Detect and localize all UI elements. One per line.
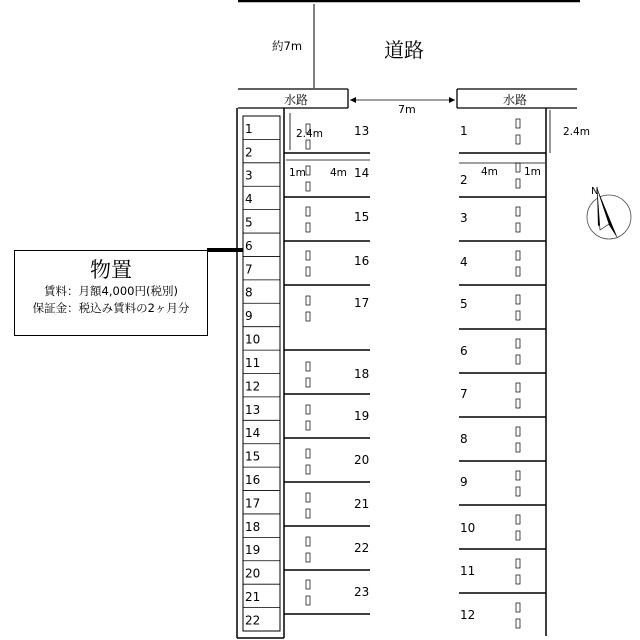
- right-parking-space-label: 10: [460, 521, 476, 535]
- wheel-stop-mark: [516, 575, 520, 584]
- wheel-stop-mark: [516, 295, 520, 304]
- storage-unit-label: 7: [245, 262, 253, 277]
- storage-deposit: 保証金：税込み賃料の2ヶ月分: [32, 301, 190, 315]
- storage-unit-label: 12: [245, 379, 261, 394]
- left-parking-space-label: 17: [354, 296, 370, 310]
- wheel-stop-mark: [516, 207, 520, 216]
- wheel-stop-mark: [516, 559, 520, 568]
- wheel-stop-mark: [516, 163, 520, 172]
- storage-unit-label: 18: [245, 519, 261, 534]
- wheel-stop-mark: [306, 553, 310, 562]
- dim-left-depth-label: 2.4m: [296, 128, 323, 140]
- storage-unit-label: 21: [245, 590, 261, 605]
- road-distance-label: 約7m: [272, 39, 303, 53]
- wheel-stop-mark: [516, 515, 520, 524]
- storage-unit-label: 4: [245, 192, 253, 207]
- wheel-stop-mark: [516, 339, 520, 348]
- right-parking-space-label: 5: [460, 297, 468, 311]
- right-parking-space-label: 4: [460, 255, 468, 269]
- dim-right-gap-label: 1m: [524, 166, 541, 178]
- north-label: N: [591, 186, 599, 197]
- storage-title: 物置: [90, 258, 132, 282]
- storage-unit-label: 14: [245, 426, 261, 441]
- waterway-right-label: 水路: [503, 93, 528, 107]
- dim-right-width-label: 4m: [481, 166, 498, 178]
- storage-unit-label: 20: [245, 566, 261, 581]
- right-parking-space-label: 9: [460, 475, 468, 489]
- wheel-stop-mark: [516, 603, 520, 612]
- storage-unit-label: 15: [245, 449, 261, 464]
- left-parking-space-label: 13: [354, 124, 370, 138]
- wheel-stop-mark: [306, 537, 310, 546]
- dim-left-gap-label: 1m: [289, 167, 306, 179]
- wheel-stop-mark: [306, 596, 310, 605]
- wheel-stop-mark: [516, 223, 520, 232]
- storage-unit-label: 8: [245, 285, 253, 300]
- left-parking-space-label: 20: [354, 453, 370, 467]
- wheel-stop-mark: [306, 509, 310, 518]
- storage-unit-label: 1: [245, 121, 253, 136]
- wheel-stop-mark: [306, 140, 310, 149]
- north-arrow-icon: [587, 186, 631, 239]
- left-parking-space-label: 14: [354, 166, 370, 180]
- right-parking-space-label: 3: [460, 211, 468, 225]
- aisle-arrow-right: [449, 97, 455, 103]
- storage-unit-label: 13: [245, 402, 261, 417]
- wheel-stop-mark: [516, 179, 520, 188]
- right-parking-space-label: 12: [460, 608, 476, 622]
- left-parking-space-label: 22: [354, 541, 370, 555]
- storage-unit-label: 16: [245, 472, 261, 487]
- aisle-width-label: 7m: [398, 103, 416, 116]
- wheel-stop-mark: [306, 296, 310, 305]
- wheel-stop-mark: [306, 465, 310, 474]
- storage-unit-label: 17: [245, 496, 261, 511]
- wheel-stop-mark: [306, 580, 310, 589]
- wheel-stop-mark: [516, 311, 520, 320]
- wheel-stop-mark: [306, 166, 310, 175]
- right-parking-space-label: 6: [460, 344, 468, 358]
- storage-unit-label: 5: [245, 215, 253, 230]
- left-parking-space-label: 16: [354, 254, 370, 268]
- wheel-stop-mark: [306, 421, 310, 430]
- aisle-arrow-left: [350, 97, 356, 103]
- storage-unit-label: 22: [245, 613, 261, 628]
- wheel-stop-mark: [516, 251, 520, 260]
- storage-info-box: [14, 250, 208, 336]
- left-parking-space-label: 18: [354, 367, 370, 381]
- right-parking-space-label: 2: [460, 173, 468, 187]
- dim-left-width-label: 4m: [330, 167, 347, 179]
- wheel-stop-mark: [306, 223, 310, 232]
- waterway-left-label: 水路: [284, 93, 309, 107]
- wheel-stop-mark: [516, 443, 520, 452]
- storage-unit-label: 11: [245, 355, 261, 370]
- wheel-stop-mark: [306, 405, 310, 414]
- wheel-stop-mark: [516, 471, 520, 480]
- wheel-stop-mark: [516, 119, 520, 128]
- right-parking-space-label: 1: [460, 124, 468, 138]
- storage-unit-label: 10: [245, 332, 261, 347]
- storage-rent: 賃料：月額4,000円(税別): [44, 284, 178, 298]
- left-parking-space-label: 21: [354, 497, 370, 511]
- wheel-stop-mark: [516, 427, 520, 436]
- left-parking-space-label: 19: [354, 409, 370, 423]
- right-parking-space-label: 8: [460, 432, 468, 446]
- storage-unit-label: 2: [245, 145, 253, 160]
- wheel-stop-mark: [516, 135, 520, 144]
- wheel-stop-mark: [516, 399, 520, 408]
- wheel-stop-mark: [306, 493, 310, 502]
- wheel-stop-mark: [306, 362, 310, 371]
- road-label: 道路: [384, 38, 424, 62]
- left-parking-space-label: 23: [354, 585, 370, 599]
- wheel-stop-mark: [306, 207, 310, 216]
- wheel-stop-mark: [516, 267, 520, 276]
- storage-unit-label: 9: [245, 309, 253, 324]
- storage-unit-label: 19: [245, 543, 261, 558]
- right-parking-space-label: 11: [460, 564, 476, 578]
- wheel-stop-mark: [306, 378, 310, 387]
- wheel-stop-mark: [516, 487, 520, 496]
- wheel-stop-mark: [516, 383, 520, 392]
- wheel-stop-mark: [516, 619, 520, 628]
- right-parking-space-label: 7: [460, 387, 468, 401]
- storage-unit-label: 3: [245, 168, 253, 183]
- wheel-stop-mark: [516, 355, 520, 364]
- wheel-stop-mark: [306, 251, 310, 260]
- wheel-stop-mark: [306, 182, 310, 191]
- dim-right-depth-label: 2.4m: [563, 126, 590, 138]
- wheel-stop-mark: [306, 449, 310, 458]
- storage-unit-label: 6: [245, 238, 253, 253]
- wheel-stop-mark: [306, 267, 310, 276]
- wheel-stop-mark: [516, 531, 520, 540]
- left-parking-space-label: 15: [354, 210, 370, 224]
- wheel-stop-mark: [306, 312, 310, 321]
